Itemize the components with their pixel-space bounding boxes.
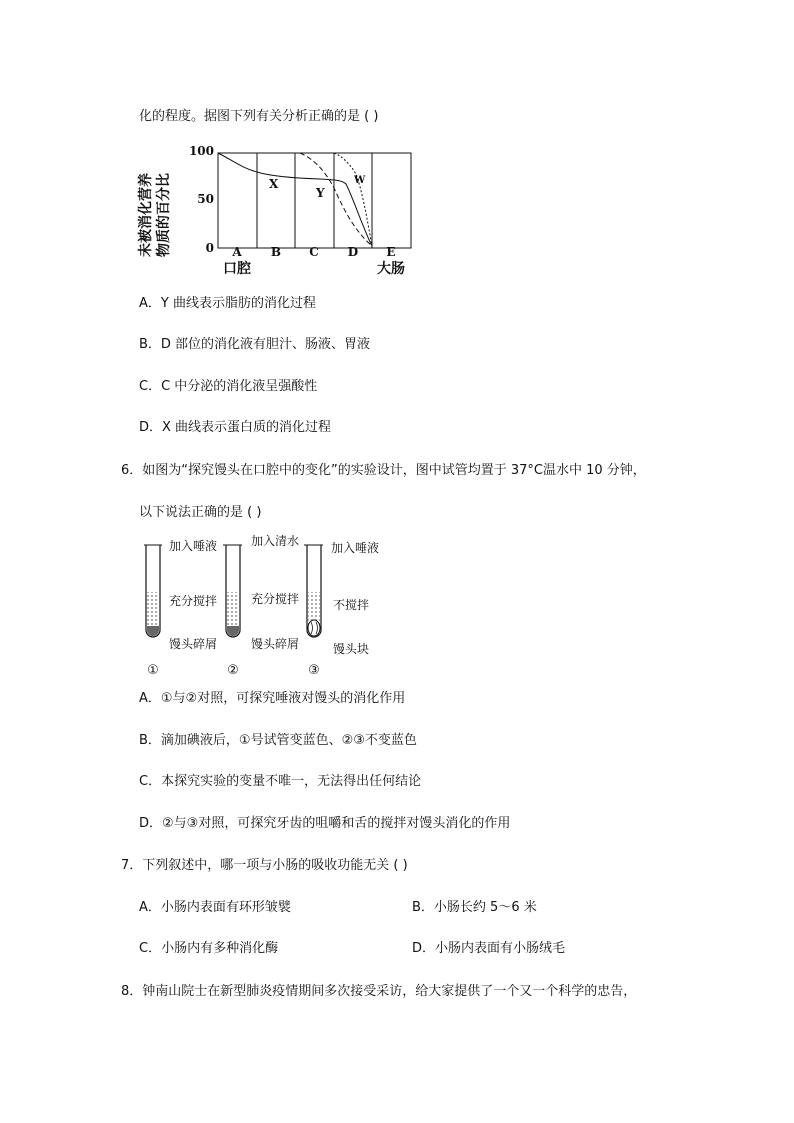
q6-option-b[interactable]: B．滴加碘液后，①号试管变蓝色、②③不变蓝色 (139, 733, 417, 748)
q5-stem-tail: 化的程度。据图下列有关分析正确的是 ( ) (139, 109, 379, 124)
tube2-number: ② (227, 663, 239, 678)
test-tube-2 (223, 533, 299, 678)
chart-frame (218, 153, 411, 248)
tube3-top-label: 加入唾液 (331, 541, 380, 555)
tube1-bottom-label: 馒头碎屑 (169, 637, 218, 651)
chart-ylabel-1: 未被消化营养 (138, 173, 154, 257)
q8-stem: 8．钟南山院士在新型肺炎疫情期间多次接受采访，给大家提供了一个又一个科学的忠告， (121, 984, 637, 999)
tube1-top-label: 加入唾液 (169, 539, 218, 553)
tube3-bottom-label: 馒头块 (333, 642, 370, 656)
q6-stem-line1: 6．如图为“探究馒头在口腔中的变化”的实验设计，图中试管均置于 37°C温水中 10 分钟， (121, 463, 646, 478)
x-tick-b: B (270, 245, 282, 259)
test-tube-1 (144, 538, 217, 678)
q5-option-b[interactable]: B．D 部位的消化液有胆汁、肠液、胃液 (139, 337, 371, 352)
tube1-mid-label: 充分搅拌 (169, 594, 218, 608)
x-tick-d: D (347, 245, 359, 259)
x-start-label: 口腔 (223, 261, 251, 277)
q5-option-d[interactable]: D．X 曲线表示蛋白质的消化过程 (139, 420, 332, 435)
x-tick-a: A (232, 245, 242, 259)
q7-option-d[interactable]: D．小肠内表面有小肠绒毛 (412, 941, 566, 956)
chart-ylabel-2: 物质的百分比 (156, 173, 172, 257)
x-end-label: 大肠 (377, 261, 405, 277)
curve-label-y: Y (316, 186, 325, 200)
curve-label-w: W (354, 175, 366, 186)
tube2-bottom-label: 馒头碎屑 (251, 637, 300, 651)
q6-option-c[interactable]: C．本探究实验的变量不唯一，无法得出任何结论 (139, 774, 422, 789)
test-tube-figure (138, 530, 398, 680)
tube3-number: ③ (308, 663, 320, 678)
q5-option-a[interactable]: A．Y 曲线表示脂肪的消化过程 (139, 296, 316, 311)
curve-y (300, 153, 372, 246)
curve-label-x: X (269, 177, 279, 191)
q7-option-b[interactable]: B．小肠长约 5～6 米 (412, 900, 537, 915)
tube2-top-label: 加入清水 (251, 534, 300, 548)
digestion-chart (130, 138, 430, 280)
q6-option-a[interactable]: A．①与②对照，可探究唾液对馒头的消化作用 (139, 691, 406, 706)
y-tick-0: 0 (205, 241, 214, 255)
tube3-mid-label: 不搅拌 (333, 598, 370, 612)
tube1-number: ① (147, 663, 159, 678)
tube2-mid-label: 充分搅拌 (251, 592, 300, 606)
q7-option-a[interactable]: A．小肠内表面有环形皱襞 (139, 900, 291, 915)
x-tick-e: E (386, 245, 396, 259)
q6-option-d[interactable]: D．②与③对照，可探究牙齿的咀嚼和舌的搅拌对馒头消化的作用 (139, 816, 511, 831)
x-tick-c: C (309, 245, 319, 259)
y-tick-100: 100 (188, 144, 214, 158)
q7-option-c[interactable]: C．小肠内有多种消化酶 (139, 941, 279, 956)
q5-option-c[interactable]: C．C 中分泌的消化液呈强酸性 (139, 379, 318, 394)
q6-stem-line2: 以下说法正确的是 ( ) (139, 505, 262, 520)
test-tube-3 (304, 540, 379, 678)
q7-stem: 7．下列叙述中，哪一项与小肠的吸收功能无关 ( ) (121, 858, 408, 873)
y-tick-50: 50 (197, 192, 214, 206)
